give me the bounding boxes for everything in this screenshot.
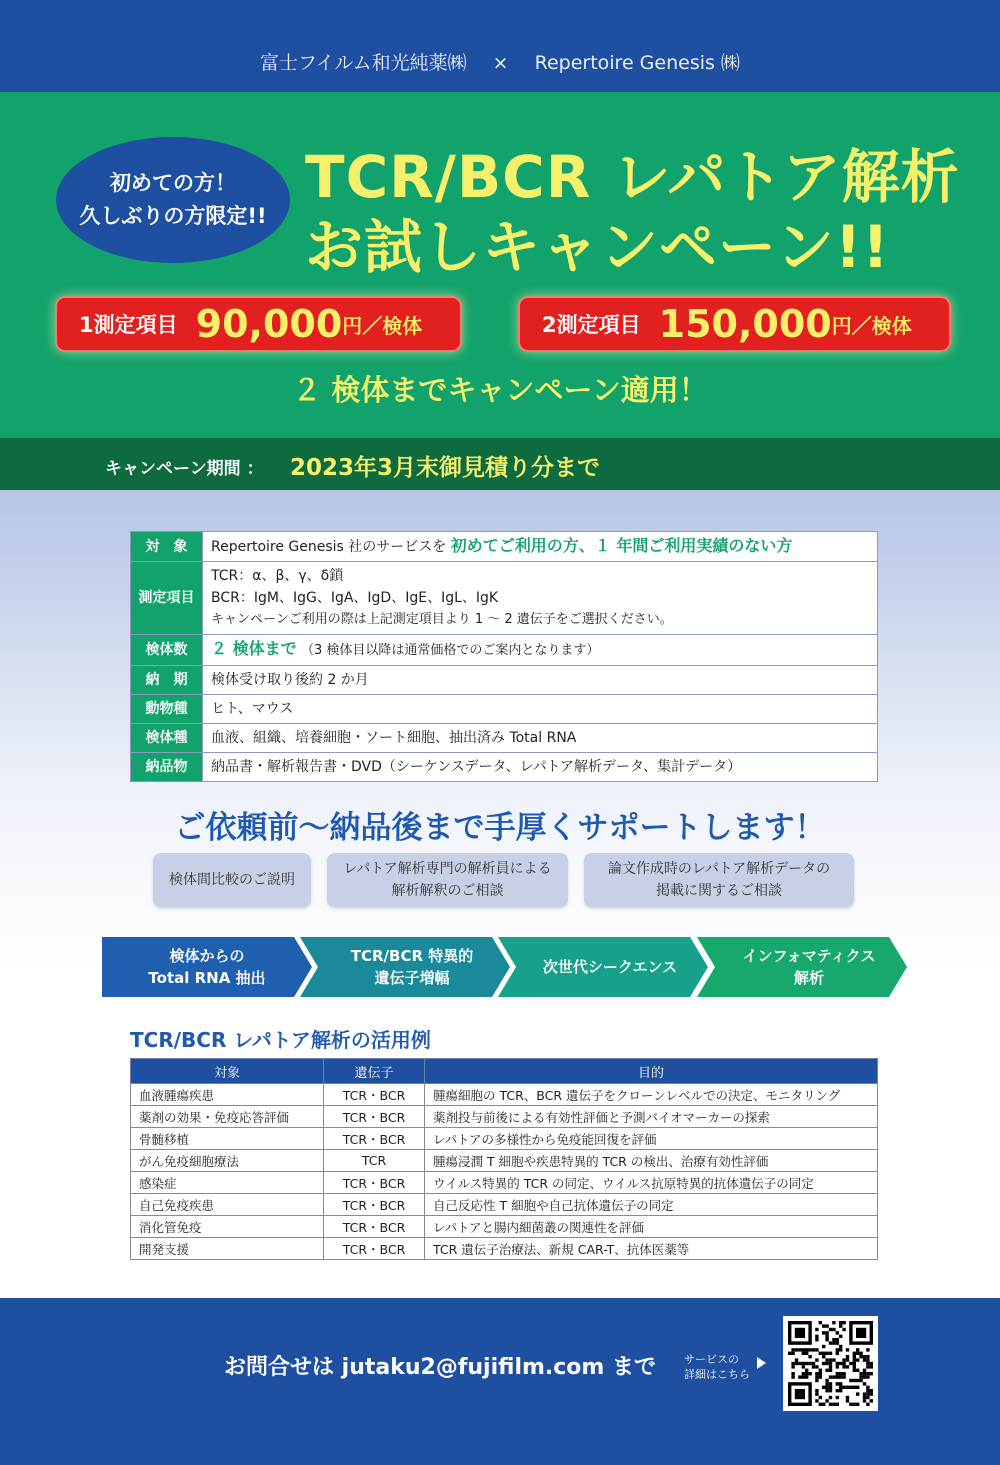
spec-target-emphasis: 初めてご利用の方、１ 年間ご利用実績のない方 xyxy=(450,536,793,555)
campaign-title-line-2: お試しキャンペーン!! xyxy=(305,213,890,281)
table-row xyxy=(131,1216,878,1238)
spec-target-header: 対 象 xyxy=(131,532,203,562)
spec-items-note: キャンペーンご利用の際は上記測定項目より 1 ～ 2 遺伝子をご選択ください。 xyxy=(211,612,673,627)
support-box-1-text: 検体間比較のご説明 xyxy=(169,872,295,888)
spec-row-count xyxy=(131,635,878,666)
spec-target-cell xyxy=(203,532,878,562)
campaign-spec-table xyxy=(130,531,878,782)
period-value: 2023年3月末御見積り分まで xyxy=(290,455,601,481)
usecase-header-row xyxy=(131,1059,878,1084)
spec-row-sample xyxy=(131,724,878,753)
usecase-target: 開発支援 xyxy=(131,1238,324,1260)
partner-line xyxy=(0,48,1000,75)
workflow-step-line-1: 検体からの xyxy=(169,947,245,965)
partner-2: Repertoire Genesis ㈱ xyxy=(534,52,740,74)
table-row xyxy=(131,1150,878,1172)
spec-items-header: 測定項目 xyxy=(131,562,203,635)
spec-row-deliverable xyxy=(131,753,878,782)
spec-count-emphasis: ２ 検体まで xyxy=(211,639,297,658)
usecase-body xyxy=(131,1084,878,1260)
usecase-purpose: 薬剤投与前後による有効性評価と予測バイオマーカーの探索 xyxy=(425,1106,878,1128)
price-1-unit: 円／検体 xyxy=(342,313,423,338)
spec-count-note: （3 検体目以降は通常価格でのご案内となります） xyxy=(301,643,600,658)
usecase-col-gene: 遺伝子 xyxy=(324,1059,425,1084)
support-box-interpretation xyxy=(327,853,568,907)
price-1-label: 1測定項目 xyxy=(79,313,178,337)
workflow-step-4 xyxy=(697,937,907,997)
workflow-step-line-2: Total RNA 抽出 xyxy=(148,969,266,987)
spec-species-value: ヒト、マウス xyxy=(203,695,878,724)
support-box-comparison xyxy=(153,853,311,907)
spec-sample-header: 検体種 xyxy=(131,724,203,753)
usecase-col-target: 対象 xyxy=(131,1059,324,1084)
table-row xyxy=(131,1238,878,1260)
usecase-gene: TCR・BCR xyxy=(324,1106,425,1128)
workflow-step-label xyxy=(148,945,265,989)
detail-line-2: 詳細はこちら xyxy=(684,1368,750,1381)
usecase-table xyxy=(130,1058,878,1260)
detail-line-1: サービスの xyxy=(684,1353,739,1366)
usecase-gene: TCR・BCR xyxy=(324,1128,425,1150)
workflow-step-line-1: TCR/BCR 特異的 xyxy=(350,947,474,965)
usecase-target: 自己免疫疾患 xyxy=(131,1194,324,1216)
workflow-step-line-2: 遺伝子増幅 xyxy=(374,969,450,987)
workflow-step-line-1: 次世代シークエンス xyxy=(542,958,678,976)
table-row xyxy=(131,1128,878,1150)
partner-1: 富士フイルム和光純薬㈱ xyxy=(260,52,467,74)
workflow-step-label xyxy=(529,956,677,978)
price-box-1 xyxy=(55,296,462,352)
workflow-step-3 xyxy=(498,937,708,997)
usecase-gene: TCR xyxy=(324,1150,425,1172)
spec-row-target xyxy=(131,532,878,562)
usecase-purpose: 腫瘍浸潤 T 細胞や疾患特異的 TCR の検出、治療有効性評価 xyxy=(425,1150,878,1172)
spec-species-header: 動物種 xyxy=(131,695,203,724)
spec-deliverable-header: 納品物 xyxy=(131,753,203,782)
usecase-target: 骨髄移植 xyxy=(131,1128,324,1150)
spec-sample-value: 血液、組織、培養細胞・ソート細胞、抽出済み Total RNA xyxy=(203,724,878,753)
badge-line-2: 久しぶりの方限定!! xyxy=(79,204,267,228)
price-2-unit: 円／検体 xyxy=(831,313,912,338)
table-row xyxy=(131,1084,878,1106)
workflow-step-2 xyxy=(300,937,510,997)
usecase-target: 消化管免疫 xyxy=(131,1216,324,1238)
partner-separator: × xyxy=(492,52,509,74)
campaign-title-line-1: TCR/BCR レパトア解析 xyxy=(305,143,960,211)
usecase-gene: TCR・BCR xyxy=(324,1216,425,1238)
usecase-col-purpose: 目的 xyxy=(425,1059,878,1084)
support-box-2-line-1: レパトア解析専門の解析員による xyxy=(343,861,552,877)
usecase-purpose: ウイルス特異的 TCR の同定、ウイルス抗原特異的抗体遺伝子の同定 xyxy=(425,1172,878,1194)
support-heading: ご依頼前～納品後まで手厚くサポートします！ xyxy=(174,810,826,846)
usecase-purpose: 自己反応性 T 細胞や自己抗体遺伝子の同定 xyxy=(425,1194,878,1216)
spec-items-tcr: TCR：α、β、γ、δ鎖 xyxy=(211,568,344,584)
price-2-amount: 150,000 xyxy=(658,302,832,346)
spec-count-cell xyxy=(203,635,878,666)
spec-target-text: Repertoire Genesis 社のサービスを xyxy=(211,539,447,555)
spec-count-header: 検体数 xyxy=(131,635,203,666)
spec-row-items xyxy=(131,562,878,635)
usecase-gene: TCR・BCR xyxy=(324,1084,425,1106)
price-2-label: 2測定項目 xyxy=(542,313,641,337)
support-box-3-line-2: 掲載に関するご相談 xyxy=(656,883,782,899)
usecase-target: 感染症 xyxy=(131,1172,324,1194)
period-label: キャンペーン期間 ： xyxy=(105,459,264,479)
usecase-gene: TCR・BCR xyxy=(324,1172,425,1194)
price-1-amount: 90,000 xyxy=(195,302,343,346)
spec-items-cell xyxy=(203,562,878,635)
spec-delivery-value: 検体受け取り後約 2 か月 xyxy=(203,666,878,695)
workflow-step-1 xyxy=(102,937,312,997)
detail-link[interactable] xyxy=(684,1352,750,1382)
table-row xyxy=(131,1106,878,1128)
usecase-purpose: TCR 遺伝子治療法、新規 CAR-T、抗体医薬等 xyxy=(425,1238,878,1260)
workflow-step-label xyxy=(729,945,876,989)
usecase-target: がん免疫細胞療法 xyxy=(131,1150,324,1172)
support-box-2-line-2: 解析解釈のご相談 xyxy=(391,883,504,899)
spec-row-species xyxy=(131,695,878,724)
workflow-step-line-1: インフォマティクス xyxy=(742,947,876,965)
usecase-gene: TCR・BCR xyxy=(324,1194,425,1216)
usecase-purpose: レパトアの多様性から免疫能回復を評価 xyxy=(425,1128,878,1150)
table-row xyxy=(131,1194,878,1216)
support-box-publication xyxy=(584,853,854,907)
spec-delivery-header: 納 期 xyxy=(131,666,203,695)
workflow-step-label xyxy=(337,945,473,989)
contact-text[interactable]: お問合せは jutaku2@fujifilm.com まで xyxy=(224,1355,657,1380)
campaign-limit: ２ 検体までキャンペーン適用！ xyxy=(292,373,708,407)
target-badge xyxy=(56,137,290,263)
top-banner xyxy=(0,0,1000,92)
usecase-target: 薬剤の効果・免疫応答評価 xyxy=(131,1106,324,1128)
spec-row-delivery xyxy=(131,666,878,695)
support-box-3-line-1: 論文作成時のレパトア解析データの xyxy=(607,861,831,877)
usecase-gene: TCR・BCR xyxy=(324,1238,425,1260)
usecase-title: TCR/BCR レパトア解析の活用例 xyxy=(130,1028,431,1052)
workflow-step-line-2: 解析 xyxy=(793,969,824,987)
badge-line-1: 初めての方！ xyxy=(110,171,236,195)
usecase-purpose: レパトアと腸内細菌叢の関連性を評価 xyxy=(425,1216,878,1238)
spec-items-bcr: BCR：IgM、IgG、IgA、IgD、IgE、IgL、IgK xyxy=(211,590,499,606)
qr-code-icon[interactable] xyxy=(783,1316,878,1411)
usecase-purpose: 腫瘍細胞の TCR、BCR 遺伝子をクローンレベルでの決定、モニタリング xyxy=(425,1084,878,1106)
price-box-2 xyxy=(518,296,951,352)
usecase-target: 血液腫瘍疾患 xyxy=(131,1084,324,1106)
table-row xyxy=(131,1172,878,1194)
arrow-right-icon xyxy=(757,1357,766,1369)
spec-deliverable-value: 納品書・解析報告書・DVD（シーケンスデータ、レパトア解析データ、集計データ） xyxy=(203,753,878,782)
